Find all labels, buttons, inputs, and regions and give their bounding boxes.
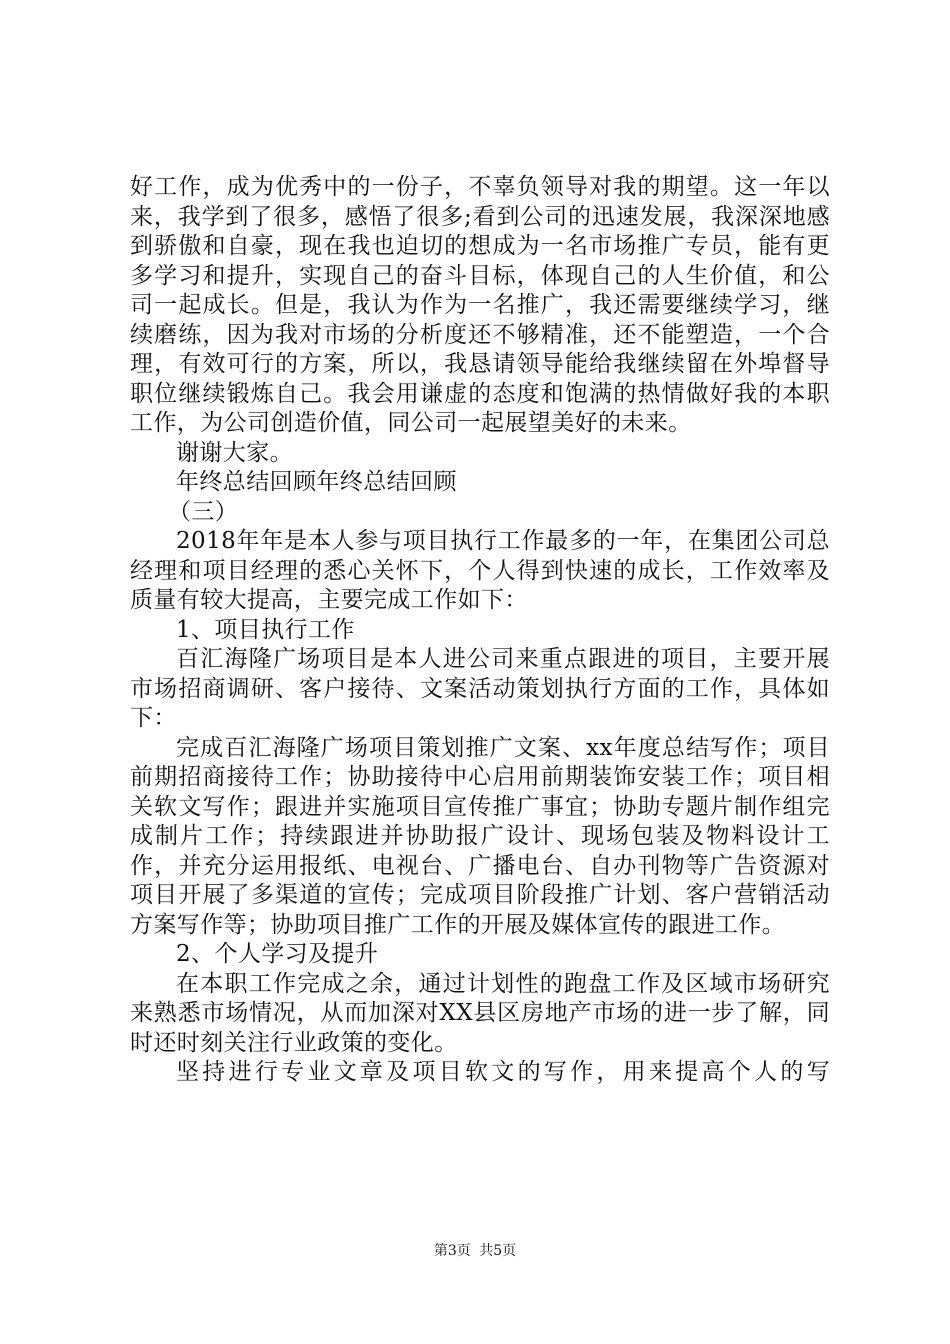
- paragraph: 好工作，成为优秀中的一份子，不辜负领导对我的期望。这一年以来，我学到了很多，感悟了很多;看到公司的迅速发展，我深深地感到骄傲和自豪，现在我也迫切的想成为一名市场推广专员，能有更多学习和提升，实现自己的奋斗目标，体现自己的人生价值，和公司一起成长。但是，我认为作为一名推广，我还需要继续学习，继续磨练，因为我对市场的分析度还不够精准，还不能塑造，一个合理，有效可行的方案，所以，我恳请领导能给我继续留在外埠督导职位继续锻炼自己。我会用谦虚的态度和饱满的热情做好我的本职工作，为公司创造价值，同公司一起展望美好的未来。: [130, 174, 830, 436]
- subheading: 2、个人学习及提升: [176, 941, 379, 967]
- paragraph: 在本职工作完成之余，通过计划性的跑盘工作及区域市场研究来熟悉市场情况，从而加深对XX县区房地产市场的进一步了解，同时还时刻关注行业政策的变化。: [130, 970, 830, 1056]
- paragraph: 百汇海隆广场项目是本人进公司来重点跟进的项目，主要开展市场招商调研、客户接待、文案活动策划执行方面的工作，具体如下：: [130, 646, 830, 731]
- document-body: [130, 173, 830, 1088]
- paragraph: 完成百汇海隆广场项目策划推广文案、xx年度总结写作；项目前期招商接待工作；协助接待中心启用前期装饰安装工作；项目相关软文写作；跟进并实施项目宣传推广事宜；协助专题片制作组完成制片工作；持续跟进并协助报广设计、现场包装及物料设计工作，并充分运用报纸、电视台、广播电台、自办刊物等广告资源对项目开展了多渠道的宣传；完成项目阶段推广计划、客户营销活动方案写作等；协助项目推广工作的开展及媒体宣传的跟进工作。: [130, 734, 830, 938]
- paragraph: 谢谢大家。: [176, 439, 293, 466]
- paragraph: 坚持进行专业文章及项目软文的写作，用来提高个人的写: [176, 1059, 830, 1085]
- paragraph: 2018年年是本人参与项目执行工作最多的一年，在集团公司总经理和项目经理的悉心关怀下，个人得到快速的成长，工作效率及质量有较大提高，主要完成工作如下：: [130, 528, 830, 613]
- section-heading: 年终总结回顾年终总结回顾: [176, 469, 457, 495]
- subheading: 1、项目执行工作: [176, 616, 355, 643]
- section-number: （三）: [168, 498, 239, 525]
- page-footer: 第3页 共5页: [433, 1243, 517, 1259]
